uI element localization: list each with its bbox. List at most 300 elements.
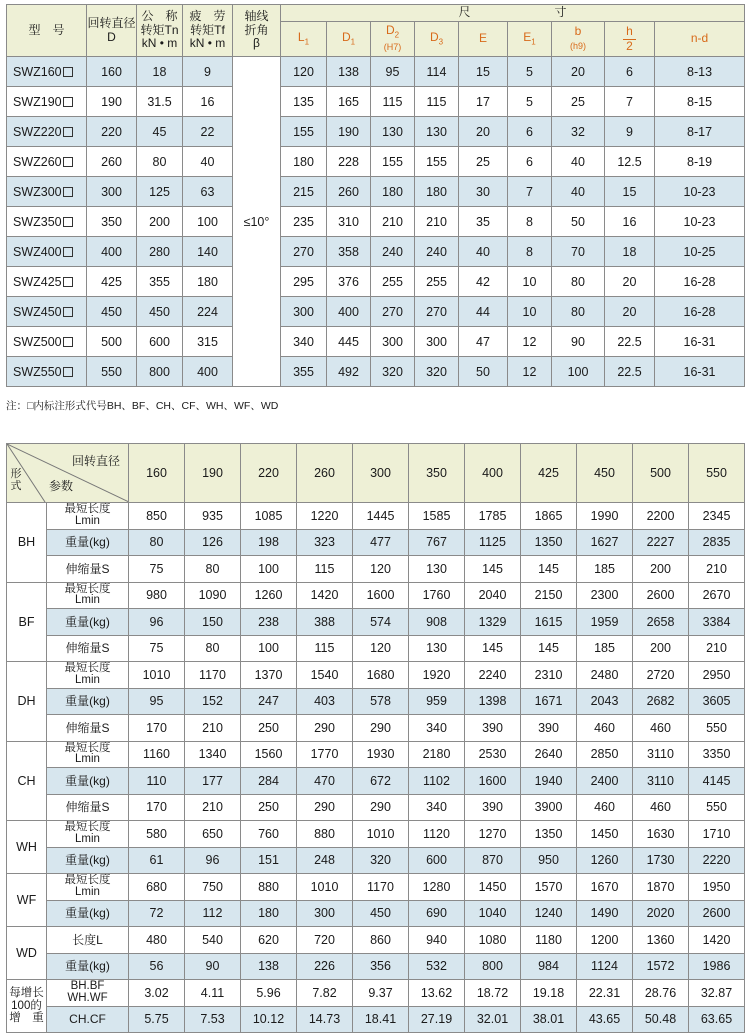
value-cell: 2200 (633, 503, 689, 530)
param-row (7, 794, 745, 821)
value-b: 40 (552, 177, 605, 207)
value-Tf: 100 (183, 207, 233, 237)
param-cell: 伸缩量S (47, 635, 129, 662)
value-E1: 5 (508, 57, 552, 87)
form-placeholder-box (63, 97, 73, 107)
value-D2: 320 (371, 357, 415, 387)
form-code: BF (7, 582, 47, 662)
value-D3: 210 (415, 207, 459, 237)
value-D: 425 (87, 267, 137, 297)
value-cell: 1986 (689, 953, 745, 980)
header-nominal-torque: 公 称 转矩Tn kN • m (137, 5, 183, 57)
value-b: 20 (552, 57, 605, 87)
dim-symbol: L (297, 30, 305, 45)
value-cell: 14.73 (297, 1006, 353, 1033)
value-D3: 114 (415, 57, 459, 87)
value-cell: 5.75 (129, 1006, 185, 1033)
value-Tf: 180 (183, 267, 233, 297)
param-cell: BH.BF WH.WF (47, 980, 129, 1007)
value-cell: 1680 (353, 662, 409, 689)
value-cell: 145 (465, 556, 521, 583)
param-cell: 伸缩量S (47, 794, 129, 821)
value-Tn: 280 (137, 237, 183, 267)
value-E: 50 (459, 357, 508, 387)
form-placeholder-box (63, 367, 73, 377)
dim-symbol: D (341, 30, 351, 45)
dim-subscript: 3 (438, 37, 444, 47)
form-code: CH (7, 741, 47, 821)
value-cell: 7.53 (185, 1006, 241, 1033)
value-b: 80 (552, 297, 605, 327)
value-cell: 120 (353, 556, 409, 583)
value-D1: 445 (327, 327, 371, 357)
value-cell: 1010 (129, 662, 185, 689)
value-cell: 940 (409, 927, 465, 954)
value-cell: 80 (185, 556, 241, 583)
value-cell: 1710 (689, 821, 745, 848)
form-placeholder-box (63, 307, 73, 317)
value-Tn: 31.5 (137, 87, 183, 117)
value-cell: 2240 (465, 662, 521, 689)
value-cell: 180 (241, 900, 297, 927)
value-cell: 767 (409, 529, 465, 556)
header-dim-2 (371, 22, 415, 57)
value-cell: 390 (465, 715, 521, 742)
value-cell: 1560 (241, 741, 297, 768)
value-cell: 1959 (577, 609, 633, 636)
param-cell: 重量(kg) (47, 609, 129, 636)
value-D: 350 (87, 207, 137, 237)
value-cell: 145 (521, 556, 577, 583)
value-h2: 12.5 (605, 147, 655, 177)
param-row (7, 927, 745, 954)
model-cell (7, 297, 87, 327)
value-E1: 5 (508, 87, 552, 117)
value-cell: 1350 (521, 821, 577, 848)
value-cell: 760 (241, 821, 297, 848)
value-cell: 200 (633, 635, 689, 662)
value-D2: 210 (371, 207, 415, 237)
value-cell: 672 (353, 768, 409, 795)
value-cell: 1615 (521, 609, 577, 636)
header-dim-6 (552, 22, 605, 57)
header-axis-angle: 轴线 折角 β (233, 5, 281, 57)
value-cell: 1090 (185, 582, 241, 609)
value-D: 300 (87, 177, 137, 207)
value-cell: 1420 (689, 927, 745, 954)
angle-cell: ≤10° (233, 57, 281, 387)
value-cell: 96 (129, 609, 185, 636)
diameter-header: 550 (689, 444, 745, 503)
value-cell: 9.37 (353, 980, 409, 1007)
value-cell: 540 (185, 927, 241, 954)
param-cell: 重量(kg) (47, 529, 129, 556)
header-dim-5 (508, 22, 552, 57)
increment-label (7, 980, 47, 1033)
value-cell: 1220 (297, 503, 353, 530)
value-D1: 310 (327, 207, 371, 237)
value-cell: 4.11 (185, 980, 241, 1007)
value-cell: 290 (297, 715, 353, 742)
value-cell: 2600 (633, 582, 689, 609)
value-cell: 1572 (633, 953, 689, 980)
value-h2: 16 (605, 207, 655, 237)
value-cell: 138 (241, 953, 297, 980)
value-E: 20 (459, 117, 508, 147)
value-cell: 680 (129, 874, 185, 901)
value-cell: 250 (241, 715, 297, 742)
param-cell: 最短长度 Lmin (47, 874, 129, 901)
value-cell: 95 (129, 688, 185, 715)
value-cell: 61 (129, 847, 185, 874)
header-dimension: 尺 寸 (281, 5, 745, 22)
value-Tf: 40 (183, 147, 233, 177)
value-cell: 1600 (353, 582, 409, 609)
value-cell: 210 (185, 794, 241, 821)
value-cell: 1124 (577, 953, 633, 980)
value-cell: 460 (633, 794, 689, 821)
value-D1: 260 (327, 177, 371, 207)
value-b: 25 (552, 87, 605, 117)
value-cell: 403 (297, 688, 353, 715)
value-cell: 1010 (353, 821, 409, 848)
value-cell: 1450 (465, 874, 521, 901)
value-Tf: 63 (183, 177, 233, 207)
value-nd: 8-17 (655, 117, 745, 147)
value-cell: 152 (185, 688, 241, 715)
value-cell: 1670 (577, 874, 633, 901)
value-D1: 190 (327, 117, 371, 147)
value-E1: 6 (508, 117, 552, 147)
value-cell: 1080 (465, 927, 521, 954)
value-cell: 340 (409, 715, 465, 742)
form-placeholder-box (63, 157, 73, 167)
value-cell: 550 (689, 794, 745, 821)
value-cell: 1450 (577, 821, 633, 848)
diameter-header: 220 (241, 444, 297, 503)
form-placeholder-box (63, 127, 73, 137)
value-b: 90 (552, 327, 605, 357)
value-E1: 10 (508, 267, 552, 297)
value-cell: 935 (185, 503, 241, 530)
value-cell: 2220 (689, 847, 745, 874)
value-cell: 3110 (633, 741, 689, 768)
value-cell: 2835 (689, 529, 745, 556)
value-cell: 850 (129, 503, 185, 530)
value-Tn: 200 (137, 207, 183, 237)
increment-row (7, 980, 745, 1007)
value-cell: 284 (241, 768, 297, 795)
value-cell: 1360 (633, 927, 689, 954)
value-D3: 130 (415, 117, 459, 147)
model-name: SWZ220 (13, 124, 62, 139)
value-cell: 63.65 (689, 1006, 745, 1033)
value-cell: 120 (353, 635, 409, 662)
value-b: 70 (552, 237, 605, 267)
model-cell (7, 87, 87, 117)
form-placeholder-box (63, 247, 73, 257)
header-type: 型 号 (7, 5, 87, 57)
value-cell: 2043 (577, 688, 633, 715)
value-cell: 950 (521, 847, 577, 874)
value-nd: 16-31 (655, 327, 745, 357)
value-cell: 1280 (409, 874, 465, 901)
value-cell: 860 (353, 927, 409, 954)
form-placeholder-box (63, 217, 73, 227)
h-half-denominator: 2 (626, 38, 633, 53)
value-cell: 4145 (689, 768, 745, 795)
value-cell: 1671 (521, 688, 577, 715)
value-cell: 170 (129, 715, 185, 742)
corner-label-form: 形式 (10, 468, 22, 493)
value-L1: 120 (281, 57, 327, 87)
value-cell: 22.31 (577, 980, 633, 1007)
value-cell: 580 (129, 821, 185, 848)
value-E: 17 (459, 87, 508, 117)
value-cell: 248 (297, 847, 353, 874)
value-cell: 1730 (633, 847, 689, 874)
value-Tf: 315 (183, 327, 233, 357)
value-nd: 10-23 (655, 177, 745, 207)
param-cell: 最短长度 Lmin (47, 503, 129, 530)
value-cell: 388 (297, 609, 353, 636)
spec-row (7, 87, 745, 117)
value-L1: 215 (281, 177, 327, 207)
value-D1: 376 (327, 267, 371, 297)
diameter-header: 400 (465, 444, 521, 503)
param-cell: 重量(kg) (47, 847, 129, 874)
value-cell: 18.72 (465, 980, 521, 1007)
value-nd: 8-15 (655, 87, 745, 117)
value-cell: 720 (297, 927, 353, 954)
value-cell: 1570 (521, 874, 577, 901)
value-cell: 1170 (353, 874, 409, 901)
value-nd: 10-25 (655, 237, 745, 267)
value-D: 220 (87, 117, 137, 147)
value-D: 550 (87, 357, 137, 387)
value-D3: 300 (415, 327, 459, 357)
value-cell: 323 (297, 529, 353, 556)
dim-symbol: n-d (690, 31, 709, 46)
value-D3: 320 (415, 357, 459, 387)
value-E: 47 (459, 327, 508, 357)
param-cell: CH.CF (47, 1006, 129, 1033)
value-cell: 2345 (689, 503, 745, 530)
param-row (7, 900, 745, 927)
form-code: DH (7, 662, 47, 742)
value-cell: 2400 (577, 768, 633, 795)
value-cell: 130 (409, 556, 465, 583)
model-name: SWZ260 (13, 154, 62, 169)
value-cell: 1260 (577, 847, 633, 874)
param-cell: 重量(kg) (47, 953, 129, 980)
value-cell: 1627 (577, 529, 633, 556)
value-cell: 13.62 (409, 980, 465, 1007)
value-D1: 165 (327, 87, 371, 117)
value-Tf: 22 (183, 117, 233, 147)
dim-symbol: D (385, 23, 395, 38)
value-cell: 75 (129, 635, 185, 662)
spec-row (7, 207, 745, 237)
header-dim-1 (327, 22, 371, 57)
param-cell: 最短长度 Lmin (47, 582, 129, 609)
model-name: SWZ160 (13, 64, 62, 79)
param-row (7, 688, 745, 715)
value-b: 40 (552, 147, 605, 177)
value-cell: 1260 (241, 582, 297, 609)
value-cell: 2310 (521, 662, 577, 689)
value-D1: 138 (327, 57, 371, 87)
increment-row (7, 1006, 745, 1033)
spec-row (7, 147, 745, 177)
dim-note: (H7) (383, 41, 402, 52)
value-cell: 2670 (689, 582, 745, 609)
param-row (7, 821, 745, 848)
model-cell (7, 147, 87, 177)
dim-note: (h9) (569, 41, 586, 51)
value-D1: 492 (327, 357, 371, 387)
spec-row (7, 297, 745, 327)
value-cell: 959 (409, 688, 465, 715)
param-row (7, 662, 745, 689)
value-cell: 32.87 (689, 980, 745, 1007)
value-cell: 3384 (689, 609, 745, 636)
value-cell: 250 (241, 794, 297, 821)
value-cell: 5.96 (241, 980, 297, 1007)
value-cell: 470 (297, 768, 353, 795)
value-cell: 2720 (633, 662, 689, 689)
value-cell: 750 (185, 874, 241, 901)
value-cell: 460 (577, 794, 633, 821)
value-cell: 1340 (185, 741, 241, 768)
diameter-header: 160 (129, 444, 185, 503)
value-cell: 1270 (465, 821, 521, 848)
model-name: SWZ300 (13, 184, 62, 199)
value-cell: 210 (689, 556, 745, 583)
value-h2: 9 (605, 117, 655, 147)
value-cell: 72 (129, 900, 185, 927)
value-D: 400 (87, 237, 137, 267)
value-E1: 7 (508, 177, 552, 207)
value-cell: 32.01 (465, 1006, 521, 1033)
value-cell: 18.41 (353, 1006, 409, 1033)
model-name: SWZ450 (13, 304, 62, 319)
value-cell: 1040 (465, 900, 521, 927)
header-fatigue-torque: 疲 劳 转矩Tf kN • m (183, 5, 233, 57)
value-cell: 908 (409, 609, 465, 636)
value-cell: 340 (409, 794, 465, 821)
model-name: SWZ350 (13, 214, 62, 229)
value-Tn: 355 (137, 267, 183, 297)
value-Tn: 45 (137, 117, 183, 147)
value-D3: 155 (415, 147, 459, 177)
form-code: WD (7, 927, 47, 980)
value-cell: 2180 (409, 741, 465, 768)
value-b: 80 (552, 267, 605, 297)
value-cell: 880 (297, 821, 353, 848)
value-cell: 1585 (409, 503, 465, 530)
value-h2: 7 (605, 87, 655, 117)
value-cell: 27.19 (409, 1006, 465, 1033)
value-cell: 2850 (577, 741, 633, 768)
header-dim-4 (459, 22, 508, 57)
param-row (7, 556, 745, 583)
value-cell: 185 (577, 635, 633, 662)
value-cell: 1370 (241, 662, 297, 689)
form-placeholder-box (63, 187, 73, 197)
value-cell: 10.12 (241, 1006, 297, 1033)
value-cell: 115 (297, 635, 353, 662)
param-cell: 重量(kg) (47, 900, 129, 927)
value-cell: 1930 (353, 741, 409, 768)
value-D: 160 (87, 57, 137, 87)
value-cell: 1770 (297, 741, 353, 768)
header-dim-7 (605, 22, 655, 57)
value-E: 40 (459, 237, 508, 267)
spec-row (7, 177, 745, 207)
value-cell: 1760 (409, 582, 465, 609)
value-cell: 690 (409, 900, 465, 927)
param-row (7, 847, 745, 874)
value-D: 450 (87, 297, 137, 327)
value-cell: 870 (465, 847, 521, 874)
spec-row (7, 327, 745, 357)
value-cell: 2300 (577, 582, 633, 609)
value-cell: 1085 (241, 503, 297, 530)
value-Tn: 800 (137, 357, 183, 387)
value-cell: 1600 (465, 768, 521, 795)
value-L1: 340 (281, 327, 327, 357)
value-cell: 3605 (689, 688, 745, 715)
value-cell: 210 (185, 715, 241, 742)
value-cell: 151 (241, 847, 297, 874)
value-cell: 1329 (465, 609, 521, 636)
diameter-header: 350 (409, 444, 465, 503)
value-cell: 1398 (465, 688, 521, 715)
value-h2: 18 (605, 237, 655, 267)
value-cell: 290 (353, 715, 409, 742)
value-cell: 290 (297, 794, 353, 821)
dim-symbol: E (523, 30, 532, 45)
value-cell: 1125 (465, 529, 521, 556)
diameter-header: 260 (297, 444, 353, 503)
value-cell: 1170 (185, 662, 241, 689)
form-code: BH (7, 503, 47, 583)
value-cell: 356 (353, 953, 409, 980)
value-cell: 290 (353, 794, 409, 821)
value-D3: 255 (415, 267, 459, 297)
model-cell (7, 117, 87, 147)
model-name: SWZ400 (13, 244, 62, 259)
value-cell: 800 (465, 953, 521, 980)
value-cell: 90 (185, 953, 241, 980)
spec-row (7, 357, 745, 387)
diameter-header: 300 (353, 444, 409, 503)
value-cell: 198 (241, 529, 297, 556)
value-cell: 1240 (521, 900, 577, 927)
value-cell: 1200 (577, 927, 633, 954)
form-placeholder-box (63, 67, 73, 77)
value-cell: 3.02 (129, 980, 185, 1007)
value-D3: 270 (415, 297, 459, 327)
value-cell: 450 (353, 900, 409, 927)
value-h2: 22.5 (605, 357, 655, 387)
value-E1: 12 (508, 327, 552, 357)
footnote: 注：□内标注形式代号BH、BF、CH、CF、WH、WF、WD (6, 400, 279, 412)
value-cell: 1102 (409, 768, 465, 795)
value-cell: 390 (465, 794, 521, 821)
value-cell: 2530 (465, 741, 521, 768)
